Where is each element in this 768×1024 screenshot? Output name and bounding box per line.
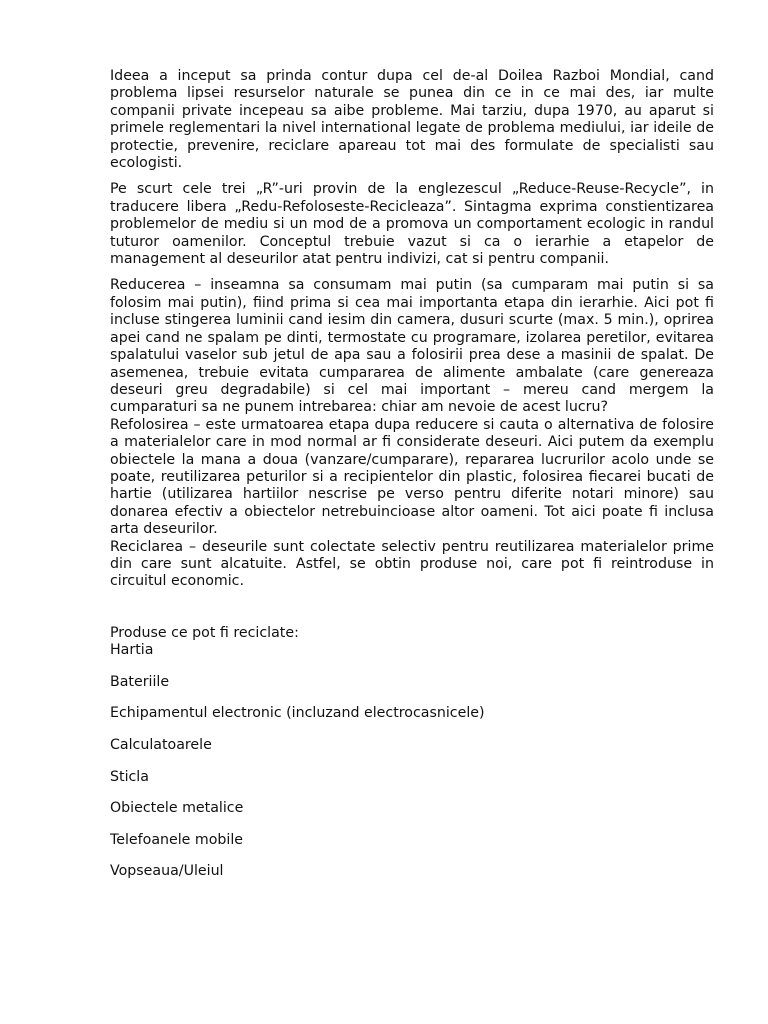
paragraph-three-r: Pe scurt cele trei „R”-uri provin de la englezescul „Reduce-Reuse-Recycle”, in traducere libera „Redu-Refoloseste-Recicleaza”. Sintagma exprima constientizarea problemelor de mediu si un mod de a promova un comportament ecologic in randul tuturor oamenilor. Conceptul trebuie vazut si ca o ierarhie a etapelor de management al deseurilor atat pentru indivizi, cat si pentru companii. — [110, 181, 714, 268]
list-item: Telefoanele mobile — [110, 831, 244, 848]
list-item: Echipamentul electronic (incluzand electrocasnicele) — [110, 705, 485, 722]
list-item: Obiectele metalice — [110, 800, 244, 817]
recyclable-products-list — [110, 642, 714, 881]
list-item: Sticla — [110, 768, 149, 785]
paragraph-history: Ideea a inceput sa prinda contur dupa cel de-al Doilea Razboi Mondial, cand problema lipsei resurselor naturale se punea din ce in ce mai des, iar multe companii private incepeau sa aibe probleme. Mai tarziu, dupa 1970, au aparut si primele reglementari la nivel international legate de problema mediului, iar ideile de protectie, prevenire, reciclare apareau tot mai des formulate de specialisti sau ecologisti. — [110, 68, 714, 172]
paragraph-reuse: Refolosirea – este urmatoarea etapa dupa reducere si cauta o alternativa de folosire a materialelor care in mod normal ar fi considerate deseuri. Aici putem da exemplu obiectele la mana a doua (vanzare/cumparare), repararea lucrurilor acolo unde se poate, reutilizarea peturilor si a recipientelor din plastic, folosirea fiecarei bucati de hartie (utilizarea hartiilor nescrise pe verso pentru diferite notari minore) sau donarea efectiv a obiectelor netrebuincioase altor oameni. Tot aici poate fi inclusa arta deseurilor. — [110, 416, 714, 538]
paragraph-reduce: Reducerea – inseamna sa consumam mai putin (sa cumparam mai putin si sa folosim mai putin), fiind prima si cea mai importanta etapa din ierarhie. Aici pot fi incluse stingerea luminii cand iesim din camera, dusuri scurte (max. 5 min.), oprirea apei cand ne spalam pe dinti, termostate cu programare, izolarea peretilor, evitarea spalatului vaselor sub jetul de apa sau a folosirii prea dese a masinii de spalat. De asemenea, trebuie evitata cumpararea de alimente ambalate (care genereaza deseuri greu degradabile) si cel mai important – mereu cand mergem la cumparaturi sa ne punem intrebarea: chiar am nevoie de acest lucru? — [110, 277, 714, 416]
list-heading: Produse ce pot fi reciclate: — [110, 624, 299, 641]
list-item: Calculatoarele — [110, 736, 212, 753]
list-item: Hartia — [110, 642, 154, 659]
list-item: Vopseaua/Uleiul — [110, 863, 224, 880]
paragraph-recycle: Reciclarea – deseurile sunt colectate selectiv pentru reutilizarea materialelor prime din care sunt alcatuite. Astfel, se obtin produse noi, care pot fi reintroduse in circuitul economic. — [110, 538, 714, 590]
list-item: Bateriile — [110, 673, 170, 690]
document-page — [110, 68, 714, 881]
